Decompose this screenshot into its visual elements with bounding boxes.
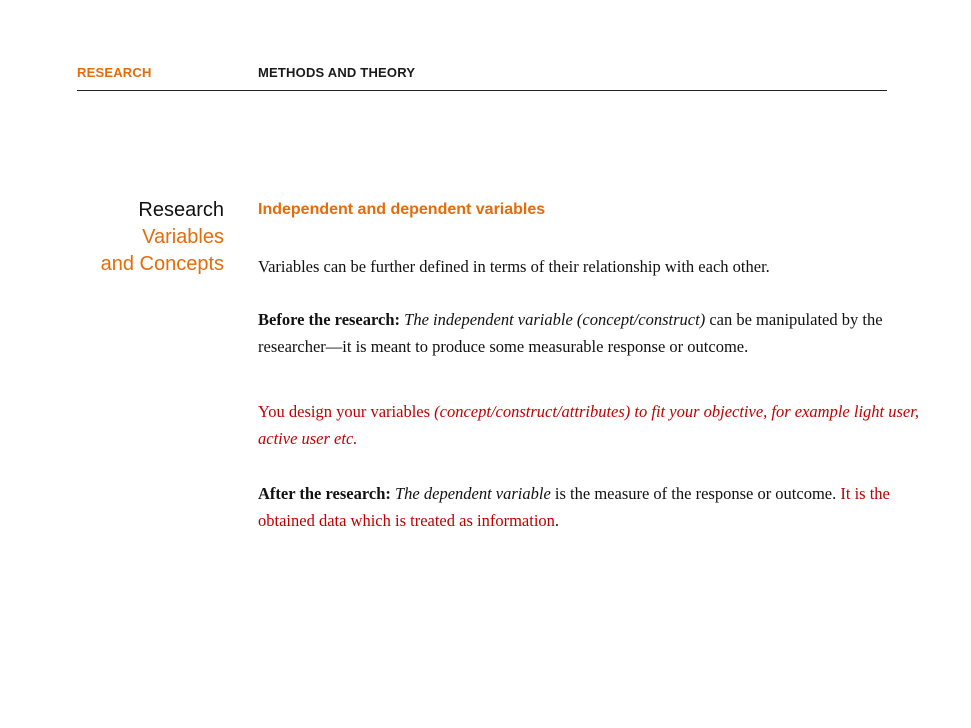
note-plain: You design your variables: [258, 402, 435, 421]
before-italic: The independent variable (concept/construct): [404, 310, 706, 329]
before-rest: can be manipulated by the researcher—it is meant to produce some measurable response or outcome.: [258, 310, 883, 356]
before-lead: Before the research:: [258, 310, 401, 329]
topic-label: METHODS AND THEORY: [258, 65, 416, 80]
intro-paragraph: [258, 253, 948, 280]
intro-text: Variables can be further defined in terms of their relationship with each other.: [258, 257, 770, 276]
section-label: RESEARCH: [77, 65, 152, 80]
sidebar-title: Research: [138, 199, 224, 221]
after-italic: The dependent variable: [395, 484, 551, 503]
sidebar-subtitle-line2: and Concepts: [100, 253, 224, 275]
sidebar-title-block: [60, 197, 224, 278]
after-rest: is the measure of the response or outcome.: [550, 484, 841, 503]
design-note-paragraph: [258, 398, 948, 452]
after-research-paragraph: [258, 480, 918, 534]
sidebar-subtitle-line1: Variables: [142, 226, 224, 248]
after-lead: After the research:: [258, 484, 391, 503]
header-divider: [77, 90, 887, 91]
after-end: .: [554, 511, 560, 530]
after-red: It is the obtained data which is treated as information: [258, 484, 890, 530]
slide-heading: Independent and dependent variables: [258, 201, 546, 218]
before-research-paragraph: [258, 306, 898, 360]
note-italic: (concept/construct/attributes) to fit your objective, for example light user, active user etc.: [258, 402, 919, 448]
